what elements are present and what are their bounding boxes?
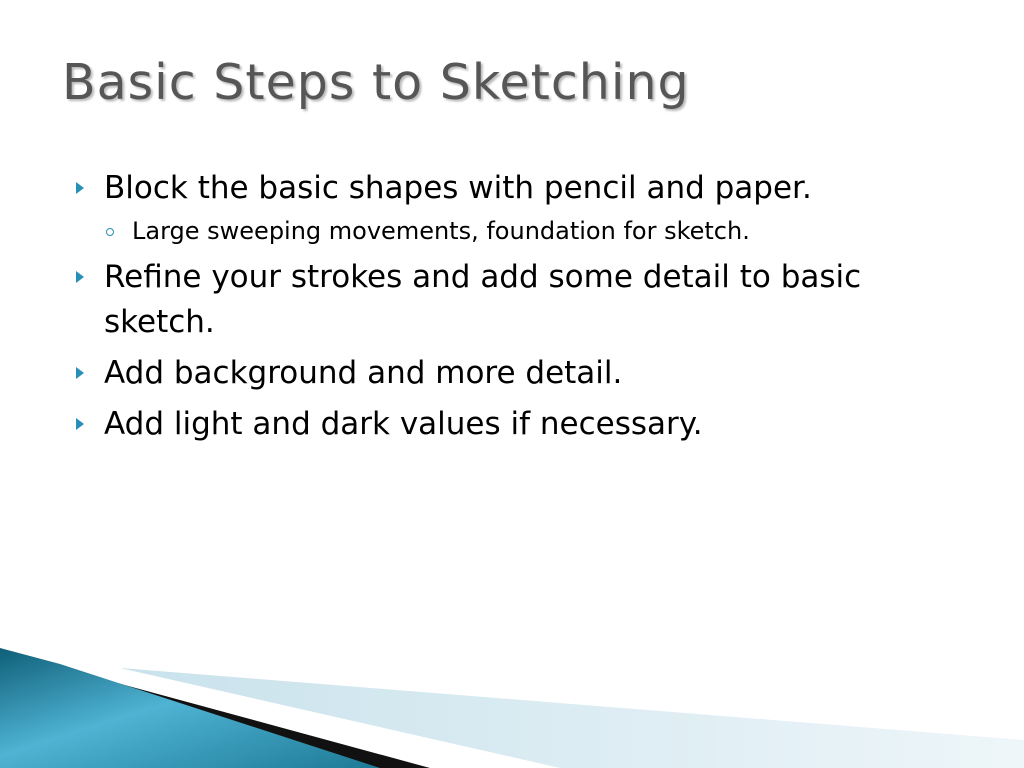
bullet-item-3	[76, 351, 966, 396]
decorative-wave-band	[0, 640, 1024, 768]
triangle-right-icon	[76, 367, 84, 379]
hollow-circle-icon	[106, 228, 114, 236]
triangle-right-icon	[76, 271, 84, 283]
triangle-right-icon	[76, 418, 84, 430]
bullet-list	[76, 166, 966, 453]
sub-bullet-item-1	[76, 213, 966, 249]
bullet-item-4	[76, 402, 966, 447]
bullet-item-1	[76, 166, 966, 211]
sub-bullet-text: Large sweeping movements, foundation for sketch.	[132, 217, 750, 245]
bullet-text: Block the basic shapes with pencil and paper.	[104, 170, 812, 206]
bullet-text: Refine your strokes and add some detail to basic sketch.	[104, 259, 862, 340]
triangle-right-icon	[76, 182, 84, 194]
bullet-text: Add light and dark values if necessary.	[104, 406, 703, 442]
slide-title: Basic Steps to Sketching	[62, 54, 690, 111]
bullet-text: Add background and more detail.	[104, 355, 623, 391]
bullet-item-2	[76, 255, 966, 345]
